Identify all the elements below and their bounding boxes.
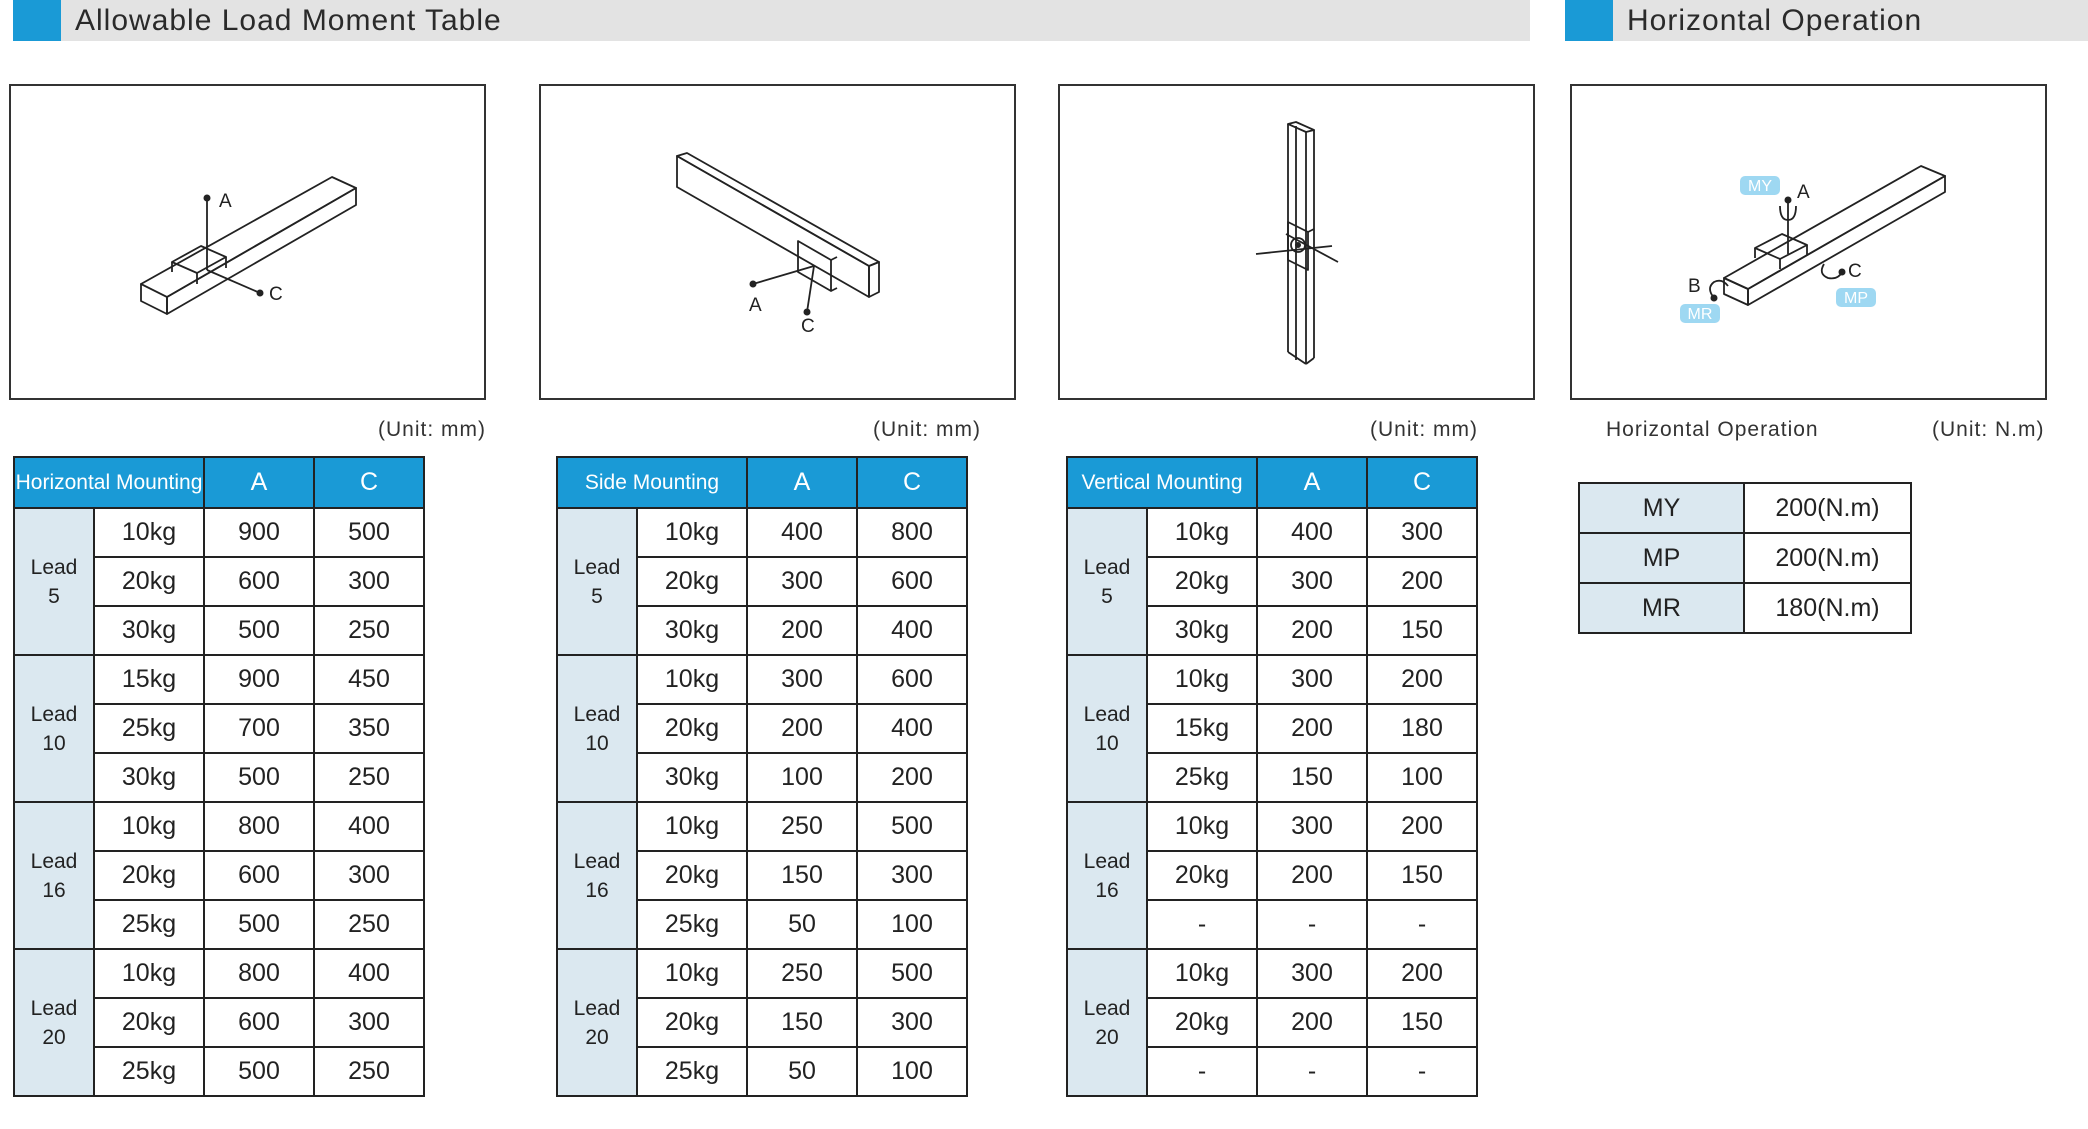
value-c-cell: 250 — [314, 1047, 424, 1096]
lead-label: Lead — [30, 555, 78, 579]
lead-cell — [557, 802, 637, 949]
lead-label: 20 — [42, 1025, 66, 1049]
value-a-cell: 100 — [747, 753, 857, 802]
lead-cell — [1067, 949, 1147, 1096]
unit-label-operation: (Unit: N.m) — [1932, 418, 2045, 441]
label-c: C — [801, 316, 815, 337]
load-cell: 30kg — [94, 606, 204, 655]
lead-label: Lead — [1083, 702, 1131, 726]
lead-label: 16 — [585, 878, 609, 902]
section-header-horizontal-operation — [1565, 0, 2088, 41]
value-c-cell: 150 — [1367, 998, 1477, 1047]
value-a-cell: 200 — [1257, 704, 1367, 753]
value-c-cell: 400 — [314, 949, 424, 998]
table-row — [1067, 508, 1477, 557]
table-row — [1067, 949, 1477, 998]
load-cell: 10kg — [1147, 949, 1257, 998]
value-c-cell: 500 — [857, 949, 967, 998]
lead-label: 16 — [42, 878, 66, 902]
load-cell: - — [1147, 900, 1257, 949]
value-c-cell: 250 — [314, 606, 424, 655]
value-c-cell: 100 — [1367, 753, 1477, 802]
value-c-cell: 200 — [857, 753, 967, 802]
load-cell: 20kg — [637, 557, 747, 606]
value-a-cell: 200 — [747, 606, 857, 655]
value-a-cell: 300 — [747, 655, 857, 704]
value-a-cell: 150 — [1257, 753, 1367, 802]
value-c-cell: 500 — [314, 508, 424, 557]
value-a-cell: 50 — [747, 900, 857, 949]
value-c-cell: 400 — [857, 704, 967, 753]
lead-label: Lead — [30, 702, 78, 726]
unit-label-vertical: (Unit: mm) — [1370, 418, 1478, 441]
table-header-row — [1067, 457, 1477, 508]
figure-side-mounting — [539, 84, 1016, 400]
horizontal-mounting-diagram — [11, 86, 484, 398]
value-a-cell: 300 — [1257, 655, 1367, 704]
table-row — [1579, 533, 1911, 583]
load-cell: 30kg — [1147, 606, 1257, 655]
label-a: A — [219, 191, 232, 212]
table-row — [14, 655, 424, 704]
lead-cell — [1067, 802, 1147, 949]
value-a-cell: 600 — [204, 851, 314, 900]
lead-label: Lead — [30, 996, 78, 1020]
value-a-cell: 900 — [204, 655, 314, 704]
lead-label: Lead — [573, 555, 621, 579]
label-a: A — [1797, 182, 1810, 203]
load-cell: 10kg — [1147, 508, 1257, 557]
tag-mp: MP — [1844, 290, 1868, 307]
section-header-load-moment — [13, 0, 1530, 41]
label-a: A — [749, 295, 762, 316]
load-cell: 20kg — [94, 557, 204, 606]
value-c-cell: 400 — [314, 802, 424, 851]
value-a-cell: 200 — [1257, 851, 1367, 900]
load-cell: 10kg — [637, 802, 747, 851]
side-mounting-diagram — [541, 86, 1014, 398]
load-cell: 10kg — [637, 508, 747, 557]
figure-horizontal-operation — [1570, 84, 2047, 400]
header-accent-square — [13, 0, 61, 41]
value-c-cell: 100 — [857, 1047, 967, 1096]
value-a-cell: 500 — [204, 1047, 314, 1096]
value-c-cell: 180 — [1367, 704, 1477, 753]
load-cell: 25kg — [94, 900, 204, 949]
value-c-cell: 150 — [1367, 851, 1477, 900]
value-a-cell: 600 — [204, 557, 314, 606]
horizontal-mounting-table — [13, 456, 425, 1097]
moment-key: MY — [1579, 483, 1744, 533]
table-row — [557, 802, 967, 851]
value-c-cell: 250 — [314, 900, 424, 949]
moment-value: 200(N.m) — [1744, 483, 1911, 533]
value-a-cell: 800 — [204, 949, 314, 998]
side-mounting-table — [556, 456, 968, 1097]
value-a-cell: 250 — [747, 802, 857, 851]
value-a-cell: 300 — [1257, 557, 1367, 606]
value-c-cell: 600 — [857, 557, 967, 606]
lead-label: Lead — [1083, 555, 1131, 579]
load-cell: 20kg — [1147, 557, 1257, 606]
horizontal-operation-table — [1578, 482, 1912, 634]
lead-label: Lead — [573, 702, 621, 726]
lead-label: 10 — [42, 731, 66, 755]
table-title: Horizontal Mounting — [14, 457, 204, 508]
label-b: B — [1688, 276, 1701, 297]
value-c-cell: 300 — [857, 851, 967, 900]
lead-label: 20 — [1095, 1025, 1119, 1049]
load-cell: 10kg — [637, 655, 747, 704]
load-cell: 10kg — [94, 949, 204, 998]
column-header-c: C — [1367, 457, 1477, 508]
value-a-cell: 200 — [747, 704, 857, 753]
load-cell: 20kg — [94, 851, 204, 900]
load-cell: 15kg — [94, 655, 204, 704]
lead-label: Lead — [30, 849, 78, 873]
table-header-row — [14, 457, 424, 508]
table-row — [557, 949, 967, 998]
unit-label-side: (Unit: mm) — [873, 418, 981, 441]
load-cell: 20kg — [637, 998, 747, 1047]
load-cell: 20kg — [1147, 998, 1257, 1047]
load-cell: 20kg — [637, 704, 747, 753]
table-row — [557, 508, 967, 557]
moment-value: 200(N.m) — [1744, 533, 1911, 583]
column-header-a: A — [1257, 457, 1367, 508]
load-cell: 10kg — [94, 802, 204, 851]
value-c-cell: 300 — [857, 998, 967, 1047]
horizontal-operation-diagram — [1572, 86, 2045, 398]
column-header-c: C — [857, 457, 967, 508]
value-c-cell: 250 — [314, 753, 424, 802]
load-cell: 15kg — [1147, 704, 1257, 753]
load-cell: 20kg — [637, 851, 747, 900]
value-c-cell: 350 — [314, 704, 424, 753]
lead-label: Lead — [573, 996, 621, 1020]
lead-label: Lead — [573, 849, 621, 873]
value-a-cell: 300 — [747, 557, 857, 606]
lead-cell — [557, 949, 637, 1096]
value-c-cell: 400 — [857, 606, 967, 655]
column-header-a: A — [204, 457, 314, 508]
header-accent-square — [1565, 0, 1613, 41]
table-header-row — [557, 457, 967, 508]
load-cell: 25kg — [637, 900, 747, 949]
value-a-cell: 500 — [204, 753, 314, 802]
moment-key: MR — [1579, 583, 1744, 633]
table-title: Vertical Mounting — [1067, 457, 1257, 508]
value-c-cell: 300 — [1367, 508, 1477, 557]
value-c-cell: 200 — [1367, 802, 1477, 851]
table-row — [1067, 802, 1477, 851]
lead-label: Lead — [1083, 849, 1131, 873]
value-a-cell: 700 — [204, 704, 314, 753]
load-cell: 25kg — [1147, 753, 1257, 802]
value-a-cell: 200 — [1257, 606, 1367, 655]
value-c-cell: 500 — [857, 802, 967, 851]
table-title: Side Mounting — [557, 457, 747, 508]
moment-value: 180(N.m) — [1744, 583, 1911, 633]
value-a-cell: 250 — [747, 949, 857, 998]
value-a-cell: 150 — [747, 998, 857, 1047]
table-row — [1579, 583, 1911, 633]
vertical-mounting-diagram — [1060, 86, 1533, 398]
load-cell: 25kg — [94, 704, 204, 753]
value-c-cell: - — [1367, 900, 1477, 949]
lead-label: 5 — [48, 584, 60, 608]
label-c: C — [269, 284, 283, 305]
value-a-cell: 500 — [204, 900, 314, 949]
moment-key: MP — [1579, 533, 1744, 583]
load-cell: 10kg — [637, 949, 747, 998]
value-a-cell: 600 — [204, 998, 314, 1047]
load-cell: 25kg — [94, 1047, 204, 1096]
lead-cell — [14, 802, 94, 949]
load-cell: 10kg — [1147, 802, 1257, 851]
lead-label: Lead — [1083, 996, 1131, 1020]
lead-cell — [1067, 655, 1147, 802]
label-c: C — [1848, 261, 1862, 282]
load-cell: 20kg — [94, 998, 204, 1047]
load-cell: 30kg — [637, 753, 747, 802]
section-title: Horizontal Operation — [1627, 4, 1923, 37]
lead-label: 5 — [591, 584, 603, 608]
value-a-cell: 300 — [1257, 949, 1367, 998]
load-cell: - — [1147, 1047, 1257, 1096]
figure-horizontal-mounting — [9, 84, 486, 400]
table-row — [14, 508, 424, 557]
table-row — [14, 949, 424, 998]
value-c-cell: 150 — [1367, 606, 1477, 655]
figure-vertical-mounting — [1058, 84, 1535, 400]
unit-label-horizontal: (Unit: mm) — [378, 418, 486, 441]
lead-cell — [557, 508, 637, 655]
value-c-cell: 200 — [1367, 949, 1477, 998]
lead-cell — [14, 655, 94, 802]
value-a-cell: 400 — [1257, 508, 1367, 557]
load-cell: 30kg — [637, 606, 747, 655]
lead-cell — [1067, 508, 1147, 655]
value-a-cell: 50 — [747, 1047, 857, 1096]
column-header-c: C — [314, 457, 424, 508]
vertical-mounting-table — [1066, 456, 1478, 1097]
load-cell: 10kg — [1147, 655, 1257, 704]
lead-label: 5 — [1101, 584, 1113, 608]
value-c-cell: 300 — [314, 851, 424, 900]
load-cell: 30kg — [94, 753, 204, 802]
tag-mr: MR — [1687, 306, 1713, 323]
value-a-cell: 500 — [204, 606, 314, 655]
value-a-cell: 200 — [1257, 998, 1367, 1047]
horizontal-operation-label: Horizontal Operation — [1606, 418, 1819, 441]
value-a-cell: - — [1257, 1047, 1367, 1096]
lead-cell — [14, 508, 94, 655]
tag-my: MY — [1748, 178, 1772, 195]
value-a-cell: 150 — [747, 851, 857, 900]
column-header-a: A — [747, 457, 857, 508]
lead-label: 20 — [585, 1025, 609, 1049]
value-a-cell: 400 — [747, 508, 857, 557]
lead-cell — [557, 655, 637, 802]
load-cell: 25kg — [637, 1047, 747, 1096]
load-cell: 10kg — [94, 508, 204, 557]
load-cell: 20kg — [1147, 851, 1257, 900]
table-row — [14, 802, 424, 851]
table-row — [557, 655, 967, 704]
value-c-cell: 100 — [857, 900, 967, 949]
value-a-cell: 900 — [204, 508, 314, 557]
value-c-cell: 200 — [1367, 557, 1477, 606]
table-row — [1579, 483, 1911, 533]
value-c-cell: 450 — [314, 655, 424, 704]
table-row — [1067, 655, 1477, 704]
lead-label: 10 — [1095, 731, 1119, 755]
value-c-cell: 300 — [314, 998, 424, 1047]
value-a-cell: 300 — [1257, 802, 1367, 851]
value-c-cell: 200 — [1367, 655, 1477, 704]
value-c-cell: 800 — [857, 508, 967, 557]
value-a-cell: 800 — [204, 802, 314, 851]
value-c-cell: 300 — [314, 557, 424, 606]
value-c-cell: 600 — [857, 655, 967, 704]
lead-label: 16 — [1095, 878, 1119, 902]
value-a-cell: - — [1257, 900, 1367, 949]
lead-cell — [14, 949, 94, 1096]
section-title: Allowable Load Moment Table — [75, 4, 502, 37]
lead-label: 10 — [585, 731, 609, 755]
value-c-cell: - — [1367, 1047, 1477, 1096]
